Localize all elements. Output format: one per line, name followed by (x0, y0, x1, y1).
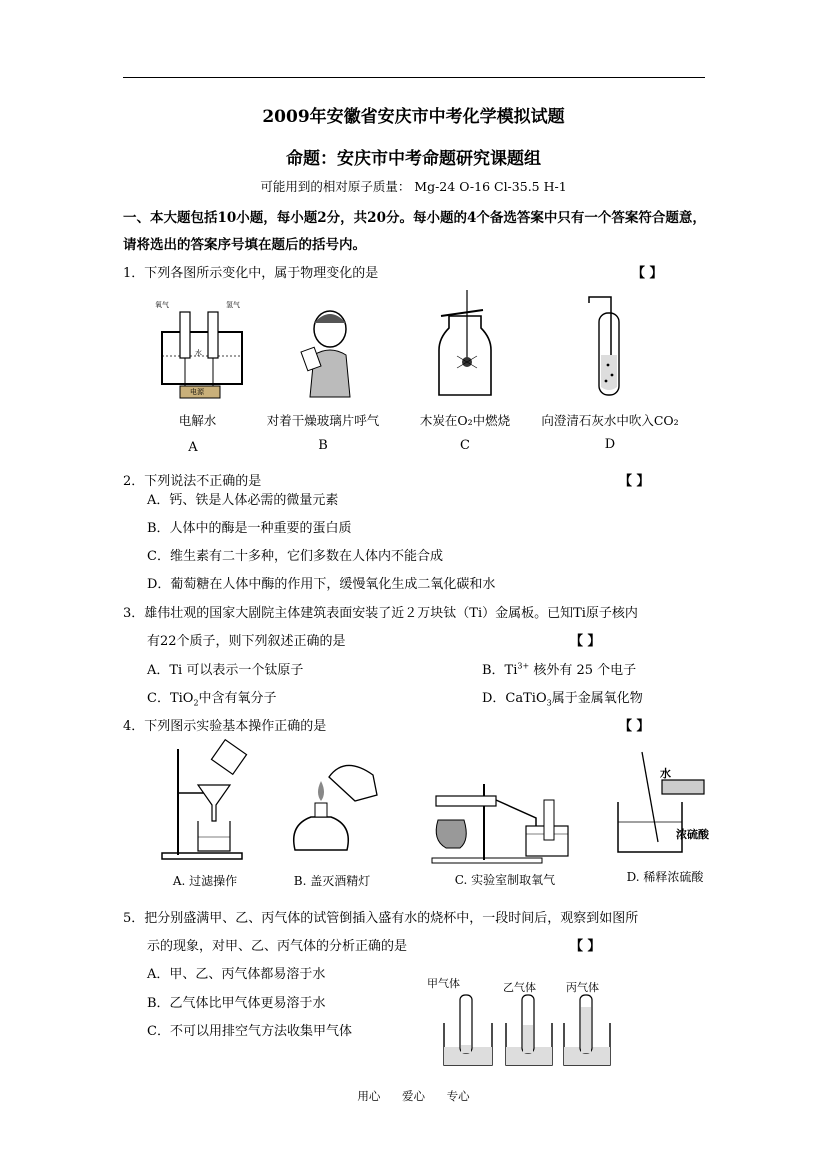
q5-option-c: C．不可以用排空气方法收集甲气体 (147, 1024, 352, 1039)
atomic-masses: 可能用到的相对原子质量： Mg-24 O-16 Cl-35.5 H-1 (260, 179, 567, 194)
gas-yi-label: 乙气体 (503, 981, 536, 994)
q3-answer-bracket[interactable]: 【 】 (570, 634, 601, 649)
q2-answer-bracket[interactable]: 【 】 (619, 474, 650, 489)
q2-option-c: C．维生素有二十多种，它们多数在人体内不能合成 (147, 549, 443, 564)
q5-option-a: A．甲、乙、丙气体都易溶于水 (147, 967, 326, 982)
footer-text-1: 用心 (357, 1089, 381, 1103)
section1-heading: 一、本大题包括10小题，每小题2分，共20分。每小题的4个备选答案中只有一个答案符合题意，请将选出的答案序号填在题后的括号内。 (123, 210, 706, 253)
q3-option-b: B．$Ti^{3+}$ 核外有 25 个电子 (482, 661, 637, 678)
gas-bing-label: 丙气体 (566, 981, 599, 994)
q5-option-b: B．乙气体比甲气体更易溶于水 (147, 996, 326, 1011)
hydrogen-label: 氢气 (226, 301, 240, 309)
q4-acid-label: 浓硫酸 (676, 828, 709, 841)
gas-solubility-figure (440, 995, 615, 1070)
alcohol-lamp-figure (285, 755, 385, 865)
filtration-figure (158, 745, 248, 863)
q1-caption-c: 木炭在O₂中燃烧 (419, 413, 511, 428)
limewater-figure (585, 295, 630, 400)
q2-option-d: D．葡萄糖在人体中酶的作用下，缓慢氧化生成二氧化碳和水 (147, 577, 496, 592)
q1-letter-d: D (604, 437, 616, 452)
footer-text-2: 爱心 (402, 1089, 425, 1103)
charcoal-burning-figure (435, 290, 495, 405)
paper-subtitle: 命题：安庆市中考命题研究课题组 (286, 149, 541, 169)
girl-breathing-figure (300, 305, 360, 400)
q4-caption-c: C. 实验室制取氧气 (454, 873, 556, 887)
power-label: 电源 (190, 388, 204, 396)
q3-option-a: A．Ti 可以表示一个钛原子 (147, 663, 304, 678)
q5-stem-line1: 5．把分别盛满甲、乙、丙气体的试管倒插入盛有水的烧杯中，一段时间后，观察到如图所 (123, 911, 639, 926)
q1-letter-b: B (318, 438, 328, 453)
page-footer (0, 1088, 827, 1104)
footer-text-3: 专心 (446, 1089, 470, 1103)
q4-answer-bracket[interactable]: 【 】 (619, 719, 650, 734)
header-rule (123, 77, 705, 78)
q1-stem: 1．下列各图所示变化中，属于物理变化的是 (123, 266, 379, 281)
oxygen-label: 氧气 (155, 301, 169, 309)
q3-stem-line2: 有22个质子，则下列叙述正确的是 (147, 634, 346, 649)
q4-stem: 4．下列图示实验基本操作正确的是 (123, 719, 327, 734)
q2-option-b: B．人体中的酶是一种重要的蛋白质 (147, 521, 352, 536)
q1-caption-b: 对着干燥玻璃片呼气 (266, 413, 380, 428)
water-label: 水 (195, 349, 202, 357)
q4-water-label: 水 (660, 767, 671, 780)
q4-caption-d: D. 稀释浓硫酸 (626, 870, 704, 884)
q5-answer-bracket[interactable]: 【 】 (570, 939, 601, 954)
q3-stem-line1: 3．雄伟壮观的国家大剧院主体建筑表面安装了近２万块钛（Ti）金属板。已知Ti原子核内 (123, 606, 638, 621)
q1-letter-a: A (188, 440, 198, 455)
q3-option-c: C．TiO$_2$中含有氧分子 (147, 691, 277, 708)
q1-answer-bracket[interactable]: 【 】 (632, 266, 663, 281)
q4-caption-a: A. 过滤操作 (172, 874, 238, 888)
q1-letter-c: C (460, 438, 470, 453)
q3-option-d: D．CaTiO$_3$属于金属氧化物 (482, 691, 643, 708)
q2-option-a: A．钙、铁是人体必需的微量元素 (147, 493, 339, 508)
q4-caption-b: B. 盖灭酒精灯 (293, 874, 371, 888)
gas-jia-label: 甲气体 (427, 977, 460, 990)
q1-caption-a: 电解水 (178, 413, 217, 428)
paper-title: 2009年安徽省安庆市中考化学模拟试题 (262, 107, 565, 127)
q2-stem: 2．下列说法不正确的是 (123, 474, 262, 489)
q5-stem-line2: 示的现象，对甲、乙、丙气体的分析正确的是 (147, 939, 408, 954)
q1-caption-d: 向澄清石灰水中吹入CO₂ (541, 413, 679, 428)
oxygen-prep-figure (432, 760, 582, 865)
